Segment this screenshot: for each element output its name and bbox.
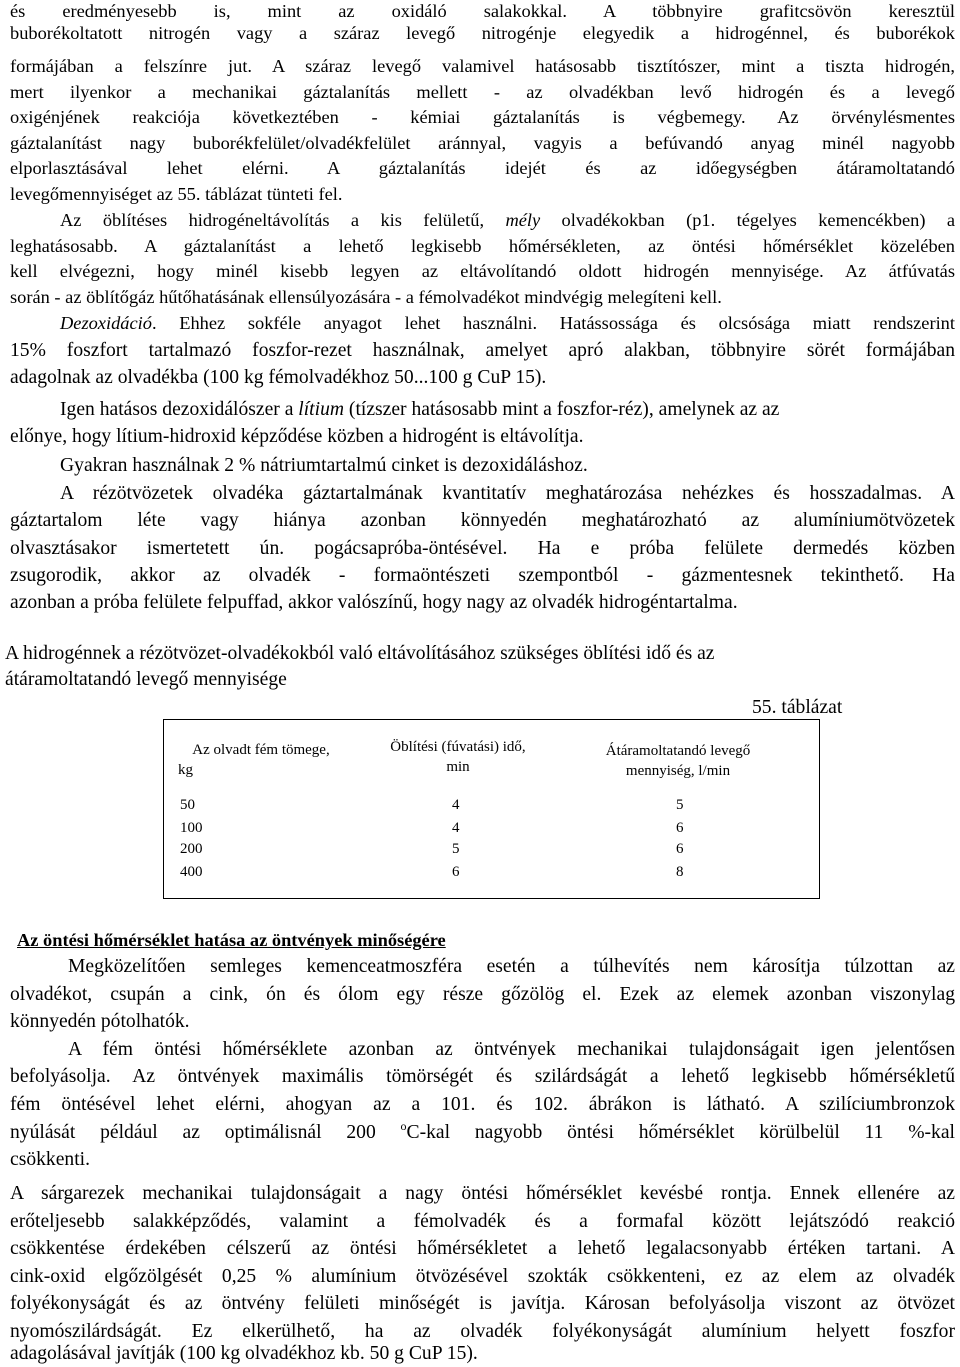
table-border-left — [163, 719, 164, 899]
text-line: erőteljesebb salakképződés, valamint a fémolvadék és a formafal között lejátszódó reakció — [10, 1211, 955, 1232]
table-header-time: Öblítési (fúvatási) idő, min — [390, 739, 526, 775]
text-line: elporlasztásával lehet elérni. A gáztalanítás idejét és az időegységben átáramoltatandó — [10, 158, 955, 178]
text-line: előnye, hogy lítium-hidroxid képződése közben a hidrogént is eltávolítja. — [10, 426, 584, 447]
text-line: kell elvégezni, hogy minél kisebb legyen az eltávolítandó oldott hidrogén mennyisége. Az átfúvatás — [10, 261, 955, 281]
text-line: folyékonyságát és az öntvény felületi minőségét is javítja. Károsan befolyásolja viszont az ötvözet — [10, 1293, 955, 1314]
table-cell: 5 — [452, 841, 460, 857]
text-line: Gyakran használnak 2 % nátriumtartalmú cinket is dezoxidáláshoz. — [60, 455, 588, 476]
table-cell: 400 — [180, 864, 203, 880]
table-header-mass: Az olvadt fém tömege, kg — [178, 742, 330, 778]
text-line: csökkentése érdekében célszerű az öntési hőmérsékletet a lehető legalacsonyabb értéken tartani. A — [10, 1238, 955, 1259]
table-cell: 200 — [180, 841, 203, 857]
text-line: levegőmennyiséget az 55. táblázat tünteti fel. — [10, 184, 343, 204]
table-cell: 6 — [452, 864, 460, 880]
table-cell: 4 — [452, 797, 460, 813]
table-border-top — [163, 719, 820, 720]
table-border-bottom — [163, 898, 820, 899]
text-line: nyomószilárdságát. Ez elkerülhető, ha az olvadék folyékonyságát alumínium helyett foszfor — [10, 1321, 955, 1342]
text-line: nyúlását például az optimálisnál 200 $^o$C-kal nagyobb öntési hőmérséklet körülbelül 11 %-kal — [10, 1119, 955, 1143]
table-cell: 5 — [676, 797, 684, 813]
table-cell: 50 — [180, 797, 195, 813]
text-line: zsugorodik, akkor az olvadék - formaöntészeti szempontból - gázmentesnek tekinthető. Ha — [10, 565, 955, 586]
text-line: A rézötvözetek olvadéka gáztartalmának kvantitatív meghatározása nehézkes és hosszadalmas. A — [60, 483, 955, 504]
text-line: azonban a próba felülete felpuffad, akkor valószínű, hogy nagy az olvadék hidrogéntartalma. — [10, 592, 738, 613]
text-line: buborékoltatott nitrogén vagy a száraz levegő nitrogénje elegyedik a hidrogénnel, és buborékok — [10, 23, 955, 43]
text-line: 15% foszfort tartalmazó foszfor-rezet használnak, amelyet apró alakban, többnyire sörét formájában — [10, 340, 955, 361]
text-line: Megközelítően semleges kemenceatmoszféra esetén a túlhevítés nem károsítja túlzottan az — [68, 956, 955, 977]
dezoxidacio-title: Dezoxidáció — [60, 313, 152, 333]
table-header-air: Átáramoltatandó levegő mennyiség, l/min — [605, 743, 751, 779]
section-heading: Az öntési hőmérséklet hatása az öntvények minőségére — [17, 930, 446, 950]
text-line: adagolnak az olvadékba (100 kg fémolvadékhoz 50...100 g CuP 15). — [10, 367, 547, 388]
table-cell: 100 — [180, 820, 203, 836]
text-line: formájában a felszínre jut. A száraz levegő valamivel hatásosabb tisztítószer, mint a tiszta hidrogén, — [10, 56, 955, 76]
table-cell: 4 — [452, 820, 460, 836]
table-caption: átáramoltatandó levegő mennyisége — [5, 669, 287, 690]
text-line: A sárgarezek mechanikai tulajdonságait a nagy öntési hőmérséklet kevésbé rontja. Ennek ellenére az — [10, 1183, 955, 1204]
text-line: oxigénjének reakciója következtében - kémiai gáztalanítás is végbemegy. Az örvénylésmentes — [10, 107, 955, 127]
text-line: leghatásosabb. A gáztalanítást a lehető legkisebb hőmérsékleten, az öntési hőmérséklet közelében — [10, 236, 955, 256]
text-line: olvadékot, csupán a cink, ón és ólom egy része gőzölög el. Ezek az elemek azonban viszonylag — [10, 984, 955, 1005]
table-cell: 6 — [676, 841, 684, 857]
text-line: befolyásolja. Az öntvények maximális tömörségét és szilárdságát a lehető legkisebb hőmérsékletű — [10, 1066, 955, 1087]
text-line: könnyedén pótolhatók. — [10, 1011, 190, 1032]
text-line: Dezoxidáció. Ehhez sokféle anyagot lehet használni. Hatássossága és olcsósága miatt rendszerint — [60, 313, 955, 333]
text-line: fém öntésével lehet elérni, ahogyan az a 101. és 102. ábrákon is látható. A szilíciumbronzok — [10, 1094, 955, 1115]
text-line: csökkenti. — [10, 1149, 90, 1170]
text-line: A fém öntési hőmérséklete azonban az öntvények mechanikai tulajdonságait igen jelentősen — [68, 1039, 955, 1060]
degree-sign: o — [400, 1119, 407, 1133]
table-border-right — [819, 719, 820, 899]
text-line: Az öblítéses hidrogéneltávolítás a kis felületű, mély olvadékokban (p1. tégelyes kemencékben) a — [60, 210, 955, 230]
text-line: cink-oxid elgőzölgését 0,25 % alumínium ötvözésével szokták csökkenteni, ez az elem az olvadék — [10, 1266, 955, 1287]
text-line: adagolásával javítják (100 kg olvadékhoz kb. 50 g CuP 15). — [10, 1343, 478, 1364]
text-line: és eredményesebb is, mint az oxidáló salakokkal. A többnyire grafitcsövön keresztül — [10, 1, 955, 21]
text-line: Igen hatásos dezoxidálószer a lítium (tízszer hatásosabb mint a foszfor-réz), amelynek az az — [60, 399, 780, 420]
text-line: mert ilyenkor a mechanikai gáztalanítás mellett - az olvadékban levő hidrogén és a levegő — [10, 82, 955, 102]
table-label: 55. táblázat — [752, 697, 843, 718]
table-caption: A hidrogénnek a rézötvözet-olvadékokból való eltávolításához szükséges öblítési idő és az — [5, 643, 715, 664]
text-line: gáztartalom léte vagy hiánya azonban könnyedén meghatározható az alumíniumötvözetek — [10, 510, 955, 531]
text-line: során - az öblítőgáz hűtőhatásának ellensúlyozására - a fémolvadékot mindvégig melegíteni kell. — [10, 287, 722, 307]
table-cell: 8 — [676, 864, 684, 880]
text-line: gáztalanítást nagy buborékfelület/olvadékfelület aránnyal, vagyis a befúvandó anyag minél nagyobb — [10, 133, 955, 153]
text-line: olvasztásakor ismertetett ún. pogácsapróba-öntésével. Ha e próba felülete dermedés közben — [10, 538, 955, 559]
table-cell: 6 — [676, 820, 684, 836]
